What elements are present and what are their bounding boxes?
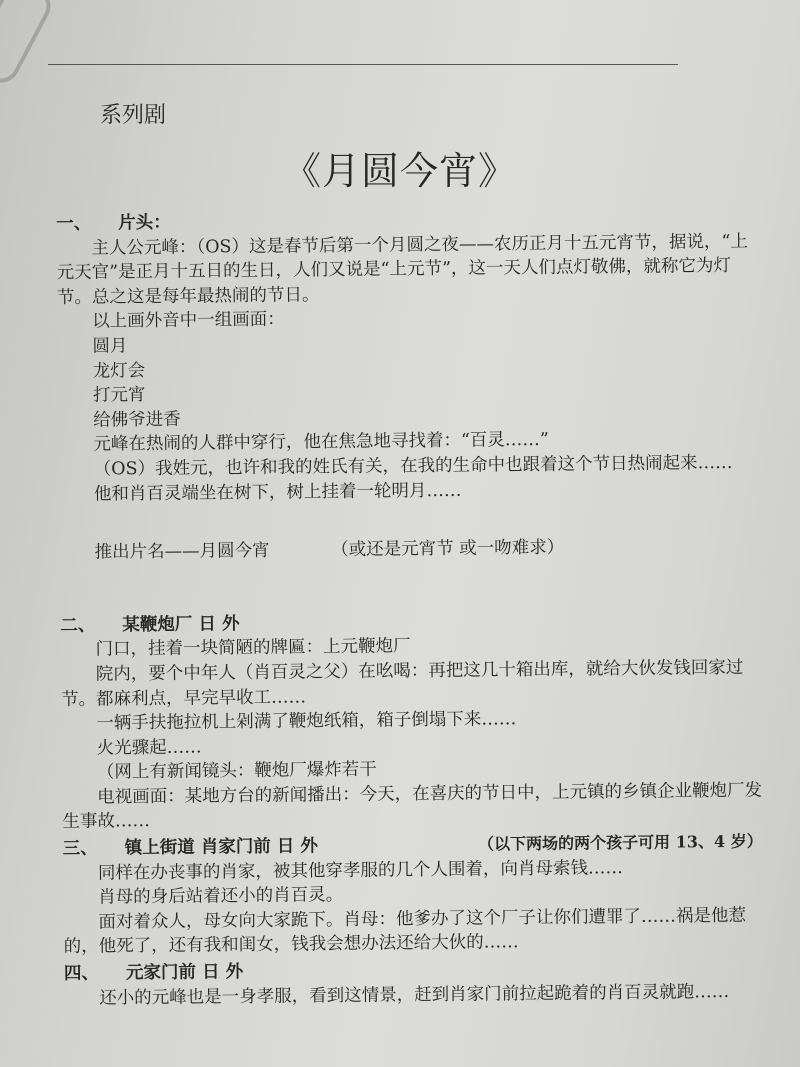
script-line: 龙灯会 [92, 360, 146, 382]
series-label: 系列剧 [100, 103, 167, 128]
script-line: （OS）我姓元，也许和我的姓氏有关，在我的生命中也跟着这个节日热闹起来…… [93, 452, 733, 480]
section-title: 镇上街道 肖家门前 日 外 [124, 836, 319, 859]
title-credit-alt: （或还是元宵节 或一吻难求） [331, 537, 565, 561]
section-number: 三、 [62, 838, 98, 860]
script-line: 给佛爷进香 [93, 409, 181, 431]
header-rule [48, 64, 678, 65]
section-title: 元家门前 日 外 [125, 962, 244, 984]
script-line: 打元宵 [92, 385, 146, 406]
script-line: 一辆手扶拖拉机上剁满了鞭炮纸箱，箱子倒塌下来…… [96, 709, 517, 734]
script-line: 他和肖百灵端坐在树下，树上挂着一轮明月…… [93, 480, 462, 505]
script-line: 还小的元峰也是一身孝服，看到这情景，赶到肖家门前拉起跪着的肖百灵就跑…… [99, 981, 730, 1009]
section-note: （以下两场的两个孩子可用 13、4 岁） [478, 831, 763, 854]
paper-clip-icon [0, 0, 57, 90]
script-line: 主人公元峰：（OS）这是春节后第一个月圆之夜——农历正月十五元宵节，据说，“上元天官”是正月十五日的生日，人们又说是“上元节”，这一天人们点灯敬佛，就称它为灯节。总之这是每年最热闹的节日。 [56, 231, 749, 308]
script-line: 圆月 [92, 336, 128, 357]
title-credit-main: 推出片名——月圆今宵 [94, 540, 270, 563]
script-line: 火光骤起…… [96, 737, 202, 759]
section-number: 四、 [63, 963, 100, 984]
script-line: （网上有新闻镜头：鞭炮厂爆炸若干 [96, 759, 377, 783]
script-line: 院内，要个中年人（肖百灵之父）在吆喝：再把这几十箱出库，就给大伙发钱回家过节。都麻利点，早完早收工…… [61, 657, 744, 710]
section-title: 片头： [118, 212, 171, 234]
script-line: 电视画面：某地方台的新闻播出：今天，在喜庆的节日中，上元镇的乡镇企业鞭炮厂发生事故…… [62, 780, 763, 833]
script-title: 《月圆今宵》 [282, 149, 517, 193]
script-line: 以上画外音中一组画面： [92, 309, 285, 333]
section-number: 二、 [60, 615, 96, 636]
section-title: 某鞭炮厂 日 外 [122, 613, 240, 636]
script-line: 面对着众人，母女向大家跪下。肖母：他爹办了这个厂子让你们遭罪了……祸是他惹的，他死了，还有我和闺女，钱我会想办法还给大伙的…… [63, 905, 747, 958]
script-body [56, 203, 764, 1012]
section-number: 一、 [56, 213, 92, 234]
spacer [60, 558, 760, 611]
script-line: 元峰在热闹的人群中穿行，他在焦急地寻找着：“百灵……” [93, 430, 549, 455]
script-line: 肖母的身后站着还小的肖百灵。 [98, 885, 344, 908]
script-line: 同样在办丧事的肖家，被其他穿孝服的几个人围着，向肖母索钱…… [97, 857, 624, 884]
script-line: 门口，挂着一块简陋的牌匾：上元鞭炮厂 [95, 636, 411, 660]
